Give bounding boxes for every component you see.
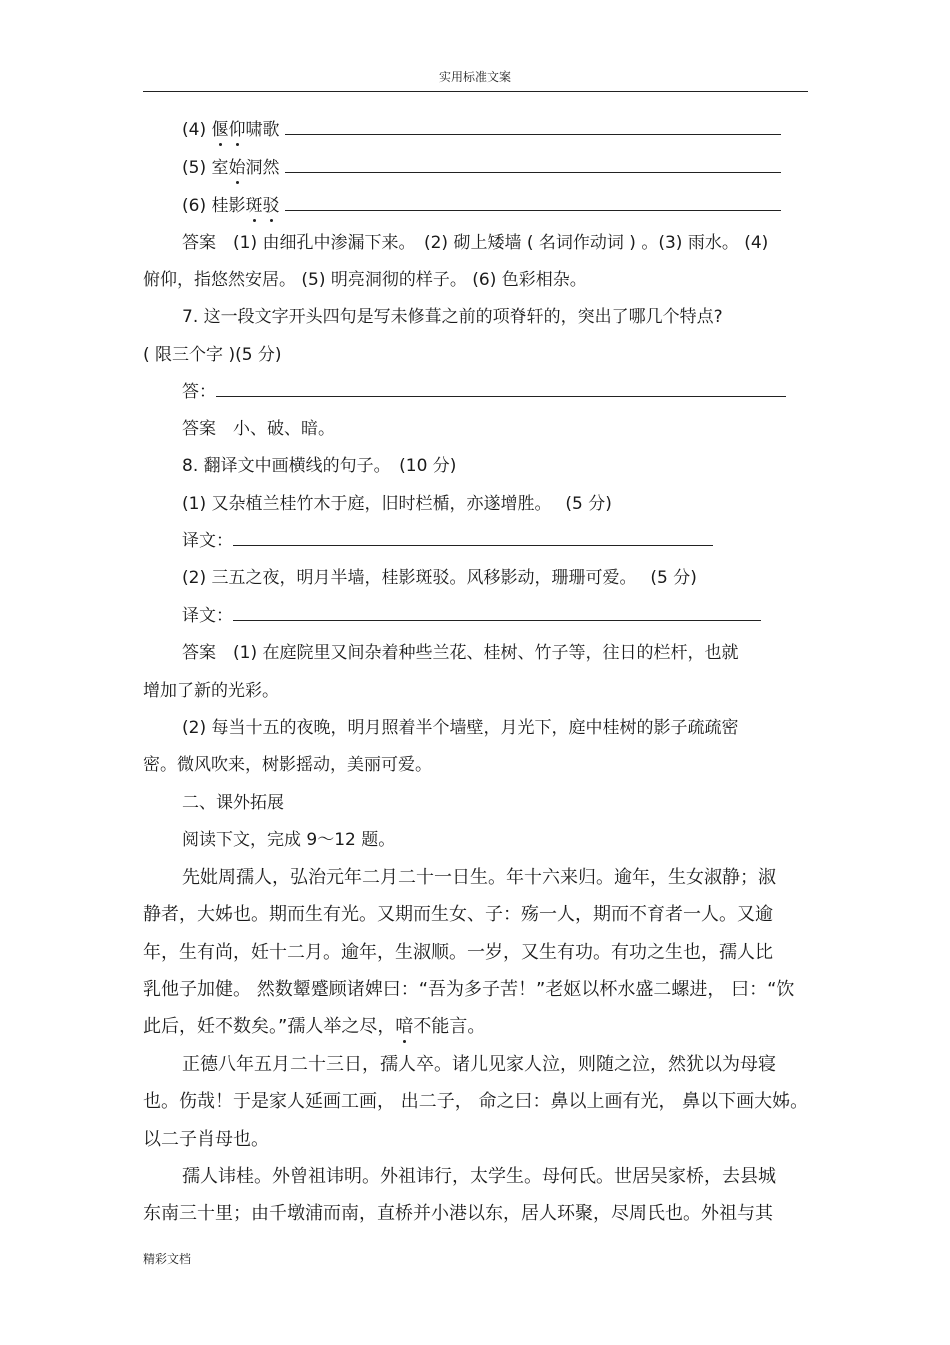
emphasis-char: 喑 bbox=[395, 1016, 414, 1037]
q8-item-2: (2) 三五之夜，明月半墙，桂影斑驳。风移影动，珊珊可爱。 (5 分) bbox=[182, 568, 697, 588]
passage-p2-line-1: 正德八年五月二十三日，孺人卒。诸儿见家人泣，则随之泣，然犹以为母寝 bbox=[182, 1054, 776, 1075]
passage-text: 不能言。 bbox=[413, 1016, 486, 1037]
passage-p3-line-2: 东南三十里；由千墩浦而南，直桥并小港以东，居人环聚，尽周氏也。外祖与其 bbox=[143, 1203, 773, 1224]
q8-answer-1-line-2: 增加了新的光彩。 bbox=[143, 681, 279, 701]
translation-prompt: 译文： bbox=[182, 606, 233, 626]
passage-p2-line-2: 也。伤哉！于是家人延画工画， 出二子， 命之曰：鼻以上画有光， 鼻以下画大姊。 bbox=[143, 1091, 809, 1112]
q6-answer-line-2: 俯仰，指悠然安居。 (5) 明亮洞彻的样子。 (6) 色彩相杂。 bbox=[143, 270, 587, 290]
q6-answer-line-1: 答案 (1) 由细孔中渗漏下来。 (2) 砌上矮墙 ( 名词作动词 ) 。(3) 雨水。 (4) bbox=[182, 233, 769, 253]
passage-text: 此后，妊不数矣。”孺人举之尽， bbox=[143, 1016, 396, 1037]
q6-item-5 bbox=[182, 157, 781, 179]
section-title: 二、课外拓展 bbox=[182, 793, 284, 813]
q8-answer-1-line-1: 答案 (1) 在庭院里又间杂着种些兰花、桂树、竹子等，往日的栏杆，也就 bbox=[182, 643, 739, 663]
translation-prompt: 译文： bbox=[182, 531, 233, 551]
answer-prompt: 答： bbox=[182, 382, 216, 402]
passage-p1-line-3: 年，生有尚，妊十二月。逾年，生淑顺。一岁，又生有功。有功之生也，孺人比 bbox=[143, 942, 773, 963]
item-text: 洞然 bbox=[245, 158, 280, 178]
answer-blank[interactable] bbox=[285, 158, 781, 173]
answer-blank[interactable] bbox=[285, 120, 781, 135]
emphasis-char: 偃 bbox=[211, 120, 229, 140]
passage-p3-line-1: 孺人讳桂。外曾祖讳明。外祖讳行，太学生。母何氏。世居吴家桥，去县城 bbox=[182, 1166, 776, 1187]
q7-answer: 答案 小、破、暗。 bbox=[182, 419, 335, 439]
header-rule bbox=[143, 91, 808, 92]
answer-blank[interactable] bbox=[285, 196, 781, 211]
q8-translation-row-1 bbox=[182, 530, 713, 552]
item-number: (6) bbox=[182, 196, 207, 216]
emphasis-char: 始 bbox=[228, 158, 246, 178]
passage-p1-line-2: 静者，大姊也。期而生有光。又期而生女、子：殇一人，期而不育者一人。又逾 bbox=[143, 904, 773, 925]
q8-title: 8. 翻译文中画横线的句子。 (10 分) bbox=[182, 456, 457, 476]
item-text: 啸歌 bbox=[245, 120, 280, 140]
item-text: 室 bbox=[211, 158, 229, 178]
item-number: (5) bbox=[182, 158, 207, 178]
item-number: (4) bbox=[182, 120, 207, 140]
emphasis-char: 驳 bbox=[262, 196, 280, 216]
section-intro: 阅读下文，完成 9～12 题。 bbox=[182, 830, 396, 850]
emphasis-char: 斑 bbox=[245, 196, 263, 216]
q6-item-6 bbox=[182, 195, 781, 217]
item-text: 桂影 bbox=[211, 196, 246, 216]
q7-question-line-1: 7. 这一段文字开头四句是写未修葺之前的项脊轩的，突出了哪几个特点? bbox=[182, 307, 723, 327]
passage-p2-line-3: 以二子肖母也。 bbox=[143, 1129, 269, 1150]
passage-p1-line-5 bbox=[143, 1016, 485, 1038]
answer-blank[interactable] bbox=[233, 531, 713, 546]
passage-p1-line-1: 先妣周孺人，弘治元年二月二十一日生。年十六来归。逾年，生女淑静；淑 bbox=[182, 867, 776, 888]
page-header: 实用标准文案 bbox=[438, 70, 511, 84]
answer-blank[interactable] bbox=[233, 606, 761, 621]
page-footer: 精彩文档 bbox=[143, 1252, 192, 1266]
q7-question-line-2: ( 限三个字 )(5 分) bbox=[143, 345, 282, 365]
emphasis-char: 仰 bbox=[228, 120, 246, 140]
q7-answer-row bbox=[182, 381, 786, 403]
q8-item-1: (1) 又杂植兰桂竹木于庭，旧时栏楯，亦遂增胜。 (5 分) bbox=[182, 494, 612, 514]
q6-item-4 bbox=[182, 119, 781, 141]
q8-translation-row-2 bbox=[182, 605, 761, 627]
answer-blank[interactable] bbox=[216, 382, 786, 397]
q8-answer-2-line-2: 密。微风吹来，树影摇动，美丽可爱。 bbox=[143, 755, 432, 775]
passage-p1-line-4: 乳他子加健。 然数颦蹙顾诸婢曰：“吾为多子苦！”老妪以杯水盛二螺进， 曰：“饮 bbox=[143, 979, 795, 1000]
q8-answer-2-line-1: (2) 每当十五的夜晚，明月照着半个墙壁，月光下，庭中桂树的影子疏疏密 bbox=[182, 718, 739, 738]
